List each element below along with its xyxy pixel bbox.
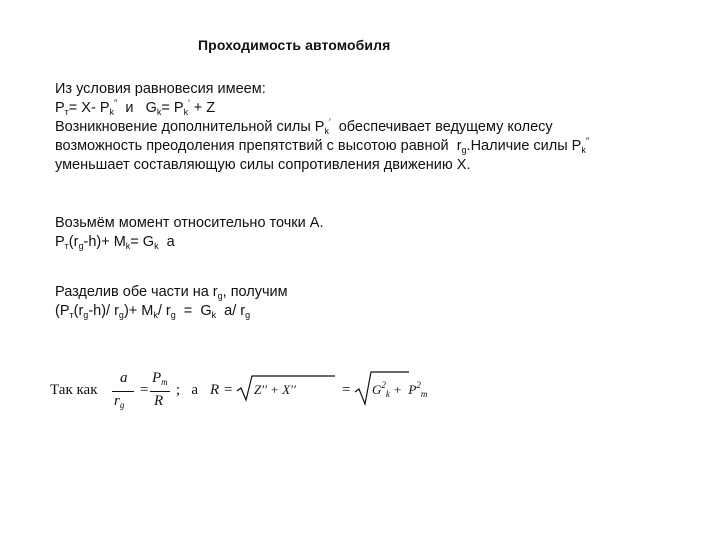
- text-line-divide: [55, 283, 288, 302]
- root2-sup: 2: [381, 380, 386, 390]
- root2-P: + P: [389, 382, 417, 397]
- eq-sub: k: [125, 241, 131, 251]
- fraction-bar: [112, 391, 134, 392]
- frac1-denominator: [114, 393, 124, 410]
- text-span: Разделив обе части на r: [55, 284, 218, 300]
- formula-R: R: [210, 382, 220, 398]
- root2-sub: k: [385, 389, 390, 399]
- text-line-3: [55, 118, 553, 137]
- eq-text: P: [55, 234, 65, 250]
- eq-text: и G: [117, 100, 157, 116]
- text-sub: g: [461, 145, 467, 155]
- text-sup: ′: [328, 117, 331, 127]
- equals-sign: =: [342, 382, 351, 398]
- eq-text: a: [158, 234, 175, 250]
- eq-text: (P: [55, 303, 70, 319]
- frac2-num-text: P: [152, 370, 162, 386]
- eq-text: / r: [157, 303, 171, 319]
- root2-sub: т: [420, 389, 428, 399]
- equals-sign: =: [224, 382, 233, 398]
- text-span: обеспечивает ведущему колесу: [330, 119, 553, 135]
- page-title: Проходимость автомобиля: [198, 37, 391, 53]
- eq-sub: k: [153, 310, 158, 320]
- eq-sub: k: [154, 241, 159, 251]
- eq-sub: k: [183, 107, 189, 117]
- text-line-moment: Возьмём момент относительно точки A.: [55, 215, 324, 231]
- eq-sub: g: [83, 310, 89, 320]
- eq-text: (r: [68, 234, 79, 250]
- eq-text: (r: [73, 303, 84, 319]
- eq-sub: g: [170, 310, 176, 320]
- eq-sub: k: [156, 107, 162, 117]
- text-span: Возникновение дополнительной силы P: [55, 119, 325, 135]
- root2-G: G: [372, 382, 382, 397]
- formula-separator: ; a: [176, 382, 199, 398]
- root1-content: Z′′ + X′′: [254, 382, 300, 397]
- equation-divided: [55, 302, 250, 321]
- eq-text: = G: [130, 234, 155, 250]
- eq-text: -h)/ r: [88, 303, 119, 319]
- text-line-5: уменьшает составляющую силы сопротивления движению X.: [55, 157, 471, 173]
- eq-sub: g: [245, 310, 251, 320]
- equation-equilibrium: [55, 99, 215, 118]
- text-span: , получим: [222, 284, 288, 300]
- eq-sub: g: [118, 310, 124, 320]
- frac2-num-sub: т: [161, 377, 168, 387]
- eq-text: P: [55, 100, 65, 116]
- frac1-den-sub: g: [119, 400, 125, 410]
- root2-sup: 2: [416, 380, 421, 390]
- frac1-den-text: r: [114, 393, 120, 409]
- frac2-numerator: [152, 370, 168, 387]
- frac2-denominator: R: [154, 393, 164, 409]
- eq-sup: ′: [188, 98, 190, 108]
- eq-sub: k: [211, 310, 217, 320]
- eq-sub: т: [69, 310, 74, 320]
- eq-sub: g: [78, 241, 84, 251]
- eq-sup: ′′: [114, 98, 118, 108]
- eq-text: = X- P: [68, 100, 110, 116]
- eq-text: -h)+ M: [83, 234, 126, 250]
- root2-content: [372, 382, 427, 398]
- text-sub: g: [217, 291, 223, 301]
- frac1-numerator: a: [120, 370, 128, 386]
- eq-text: )+ M: [123, 303, 154, 319]
- eq-text: a/ r: [216, 303, 246, 319]
- text-span: .Наличие силы P: [466, 138, 582, 154]
- eq-sub: k: [109, 107, 114, 117]
- fraction-bar: [150, 391, 170, 392]
- text-line-intro: Из условия равновесия имеем:: [55, 81, 266, 97]
- equation-moment: [55, 233, 175, 252]
- eq-text: = G: [175, 303, 212, 319]
- eq-text: + Z: [189, 100, 216, 116]
- eq-sub: т: [64, 107, 69, 117]
- text-line-4: [55, 137, 589, 156]
- text-sub: k: [581, 145, 586, 155]
- eq-text: = P: [161, 100, 184, 116]
- eq-sub: т: [64, 241, 69, 251]
- formula-lead: Так как: [50, 382, 98, 398]
- equals-sign: =: [140, 382, 149, 398]
- text-sup: ′′: [585, 136, 590, 146]
- text-span: возможность преодоления препятствий с высотою равной r: [55, 138, 462, 154]
- formula-block: [50, 368, 428, 418]
- text-sub: k: [324, 126, 329, 136]
